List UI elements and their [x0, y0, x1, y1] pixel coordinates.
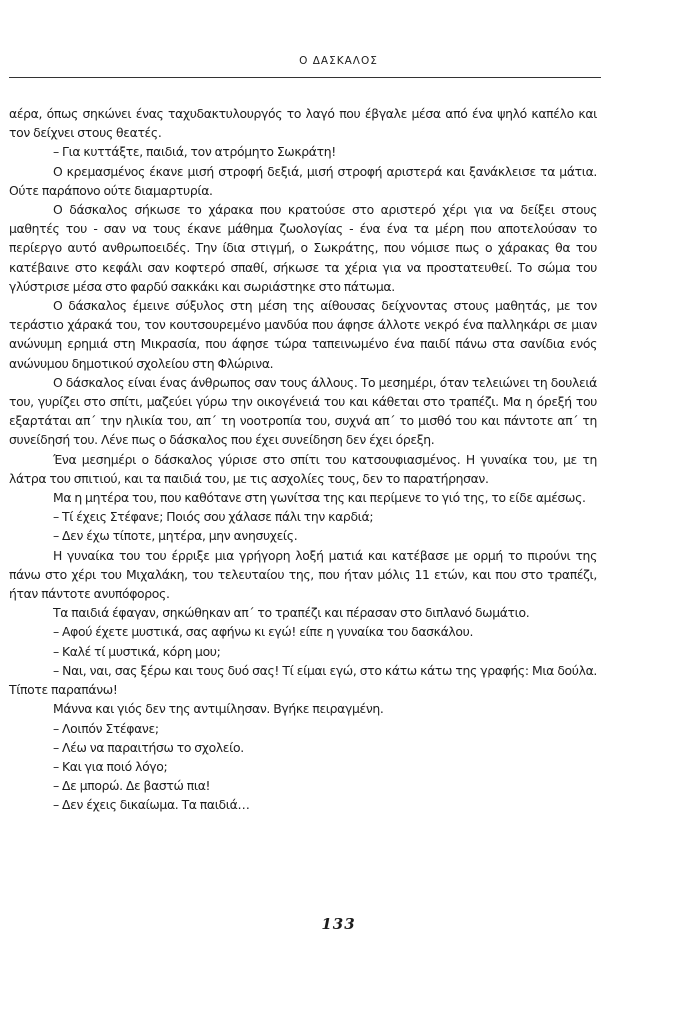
dialogue-line: – Δεν έχω τίποτε, μητέρα, μην ανησυχείς. [53, 528, 298, 544]
dialogue-line: – Ναι, ναι, σας ξέρω και τους δυό σας! Τί είμαι εγώ, στο κάτω κάτω της γραφής: Μια δούλα. Τίποτε παραπάνω! [9, 662, 597, 698]
dialogue-line: – Για κυττάξτε, παιδιά, τον ατρόμητο Σωκράτη! [53, 144, 336, 160]
paragraph: Ο δάσκαλος σήκωσε το χάρακα που κρατούσε στο αριστερό χέρι για να δείξει στους μαθητές του - σαν να τους έκανε μάθημα ζωολογίας - ένα ένα τα μέρη που αποτελούσαν το περίεργο αυτό ανθρωποειδές. Την ίδια στιγμή, ο Σωκράτης, που νόμισε πως ο χάρακας θα του κατέβαινε στο κεφάλι σαν κοφτερό σπαθί, σήκωσε τα χέρια για να προστατευθεί. Το σώμα του γλύστρισε μέσα στο φαρδύ σακκάκι και σωριάστηκε στο πάτωμα. [9, 202, 597, 294]
header-rule [9, 77, 601, 78]
dialogue-line: – Λέω να παραιτήσω το σχολείο. [53, 739, 244, 755]
paragraph: Η γυναίκα του του έρριξε μια γρήγορη λοξή ματιά και κατέβασε με ορμή το πιρούνι της πάνω στο χέρι του Μιχαλάκη, του τελευταίου της, που ήταν μόλις 11 ετών, και που στο τραπέζι, ήταν πάντοτε ανυπόφορος. [9, 547, 597, 602]
running-header: Ο ΔΑΣΚΑΛΟΣ [299, 55, 378, 67]
paragraph: Τα παιδιά έφαγαν, σηκώθηκαν απ΄ το τραπέζι και πέρασαν στο διπλανό δωμάτιο. [53, 605, 530, 621]
dialogue-line: – Δεν έχεις δικαίωμα. Τα παιδιά… [53, 797, 250, 813]
dialogue-line: – Τί έχεις Στέφανε; Ποιός σου χάλασε πάλι την καρδιά; [53, 509, 374, 525]
page-number: 133 [321, 915, 356, 933]
paragraph: Ο δάσκαλος είναι ένας άνθρωπος σαν τους άλλους. Το μεσημέρι, όταν τελειώνει τη δουλειά του, γυρίζει στο σπίτι, μαζεύει γύρω την οικογένειά του και κάθεται στο τραπέζι. Μα η όρεξή του εξαρτάται απ΄ την ηλικία του, απ΄ τη νοοτροπία του, συχνά απ΄ το μισθό του και πάντοτε απ΄ τη συνείδησή του. Λένε πως ο δάσκαλος που έχει συνείδηση δεν έχει όρεξη. [9, 374, 597, 448]
paragraph: Μάννα και γιός δεν της αντιμίλησαν. Βγήκε πειραγμένη. [53, 701, 384, 717]
paragraph: Ένα μεσημέρι ο δάσκαλος γύρισε στο σπίτι του κατσουφιασμένος. Η γυναίκα του, με τη λάτρα του σπιτιού, και τα παιδιά του, με τις ασχολίες τους, δεν το παρατήρησαν. [9, 451, 597, 486]
paragraph: Ο κρεμασμένος έκανε μισή στροφή δεξιά, μισή στροφή αριστερά και ξανάκλεισε τα μάτια. Ούτε παράπονο ούτε διαμαρτυρία. [9, 163, 597, 198]
paragraph: Μα η μητέρα του, που καθότανε στη γωνίτσα της και περίμενε το γιό της, το είδε αμέσως. [53, 490, 586, 506]
dialogue-line: – Δε μπορώ. Δε βαστώ πια! [53, 778, 211, 794]
dialogue-line: – Αφού έχετε μυστικά, σας αφήνω κι εγώ! είπε η γυναίκα του δασκάλου. [53, 624, 474, 640]
dialogue-line: – Λοιπόν Στέφανε; [53, 720, 159, 736]
body-text [9, 104, 597, 815]
paragraph: αέρα, όπως σηκώνει ένας ταχυδακτυλουργός το λαγό που έβγαλε μέσα από ένα ψηλό καπέλο και τον δείχνει στους θεατές. [9, 106, 597, 141]
dialogue-line: – Καλέ τί μυστικά, κόρη μου; [53, 643, 221, 659]
dialogue-line: – Και για ποιό λόγο; [53, 758, 168, 774]
paragraph: Ο δάσκαλος έμεινε σύξυλος στη μέση της αίθουσας δείχνοντας στους μαθητάς, με τον τεράστιο χάρακά του, τον κουτσουρεμένο μανδύα που άφησε άλλοτε νεκρό ένα παλληκάρι σε μιαν ανώνυμη ερημιά στη Μικρασία, που άφησε τώρα ταπεινωμένο ένα παιδί πάνω στα σανίδια ενός ανώνυμου δημοτικού σχολείου στη Φλώρινα. [9, 298, 597, 371]
